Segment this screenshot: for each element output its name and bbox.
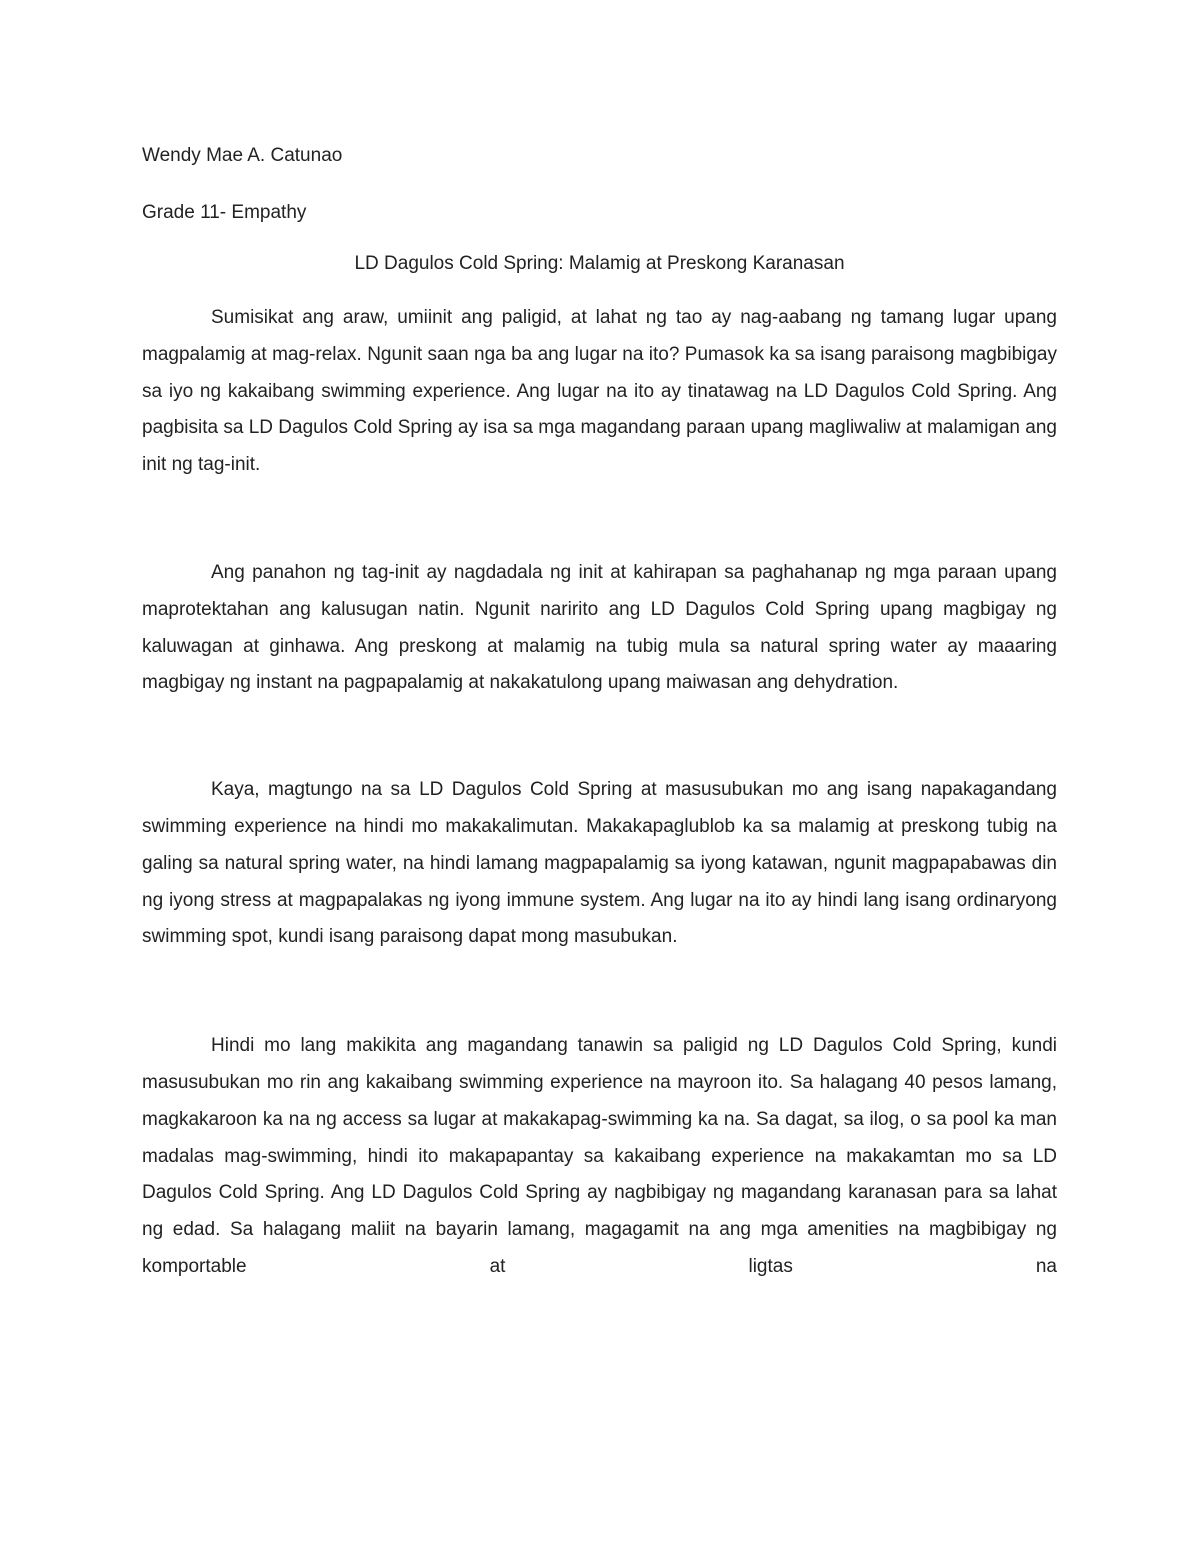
paragraph-4: Hindi mo lang makikita ang magandang tanawin sa paligid ng LD Dagulos Cold Spring, kundi masusubukan mo rin ang kakaibang swimming experience na mayroon ito. Sa halagang 40 pesos lamang, magkakaroon ka na ng access sa lugar at makakapag-swimming ka na. Sa dagat, sa ilog, o sa pool ka man madalas mag-swimming, hindi ito makapapantay sa kakaibang experience na makakamtan mo sa LD Dagulos Cold Spring. Ang LD Dagulos Cold Spring ay nagbibigay ng magandang karanasan para sa lahat ng edad. Sa halagang maliit na bayarin lamang, magagamit na ang mga amenities na magbibigay ng komportable at ligtas na	[142, 1035, 1057, 1277]
paragraph-2: Ang panahon ng tag-init ay nagdadala ng init at kahirapan sa paghahanap ng mga paraan upang maprotektahan ang kalusugan natin. Ngunit naririto ang LD Dagulos Cold Spring upang magbigay ng kaluwagan at ginhawa. Ang preskong at malamig na tubig mula sa natural spring water ay maaaring magbigay ng instant na pagpapalamig at nakakatulong upang maiwasan ang dehydration.	[142, 561, 1057, 694]
document-page	[142, 138, 1057, 1286]
essay-title: LD Dagulos Cold Spring: Malamig at Preskong Karanasan	[354, 253, 845, 274]
grade-section: Grade 11- Empathy	[142, 202, 307, 223]
author-name: Wendy Mae A. Catunao	[142, 145, 343, 166]
paragraph-3: Kaya, magtungo na sa LD Dagulos Cold Spring at masusubukan mo ang isang napakagandang swimming experience na hindi mo makakalimutan. Makakapaglublob ka sa malamig at preskong tubig na galing sa natural spring water, na hindi lamang magpapalamig sa iyong katawan, ngunit magpapabawas din ng iyong stress at magpapalakas ng iyong immune system. Ang lugar na ito ay hindi lang isang ordinaryong swimming spot, kundi isang paraisong dapat mong masubukan.	[142, 779, 1057, 948]
paragraph-1: Sumisikat ang araw, umiinit ang paligid, at lahat ng tao ay nag-aabang ng tamang lugar upang magpalamig at mag-relax. Ngunit saan nga ba ang lugar na ito? Pumasok ka sa isang paraisong magbibigay sa iyo ng kakaibang swimming experience. Ang lugar na ito ay tinatawag na LD Dagulos Cold Spring. Ang pagbisita sa LD Dagulos Cold Spring ay isa sa mga magandang paraan upang magliwaliw at malamigan ang init ng tag-init.	[142, 307, 1057, 476]
